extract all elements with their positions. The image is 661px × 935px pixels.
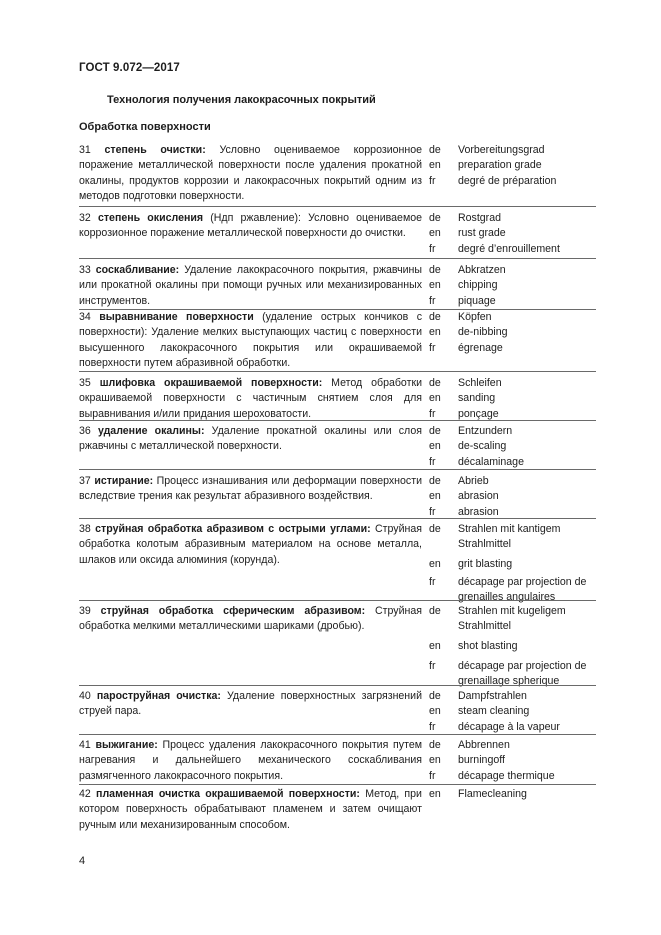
- term-name: шлифовка окрашиваемой поверхности:: [99, 377, 323, 389]
- term-definition: 39 струйная обработка сферическим абразивом: Струйная обработка мелкими металлическими шариками (дробью).: [79, 605, 422, 633]
- term-name: степень очистки:: [104, 144, 206, 156]
- divider: [79, 371, 596, 372]
- term-definition: 42 пламенная очистка окрашиваемой поверхности: Метод, при котором поверхность обрабатывают пламенем и затем очищают ручным или механизированным способом.: [79, 788, 422, 831]
- term-name: выжигание:: [95, 739, 158, 751]
- term-equivalents: de Strahlen mit kantigem Strahlmittel en grit blasting fr décapage par projection de grenailles angulaires: [429, 523, 587, 604]
- term-equivalents: de Vorbereitungsgrad en preparation grade fr degré de préparation: [429, 144, 557, 187]
- term-definition: 34 выравнивание поверхности (удаление острых кончиков с поверхности): Удаление мелких выступающих частиц с поверхности высушенного лакокрасочного покрытия или окрашиваемой поверхности путем абразивной обработки.: [79, 311, 422, 369]
- term-equivalents: de Abbrennen en burningoff fr décapage thermique: [429, 739, 555, 782]
- term-definition: 40 пароструйная очистка: Удаление поверхностных загрязнений струей пара.: [79, 690, 422, 718]
- term-name: пламенная очистка окрашиваемой поверхности:: [96, 788, 360, 800]
- divider: [79, 420, 596, 421]
- term-definition: 33 соскабливание: Удаление лакокрасочного покрытия, ржавчины или прокатной окалины при помощи ручных или механизированных инструментов.: [79, 264, 422, 307]
- term-equivalents: de Schleifen en sanding fr ponçage: [429, 377, 502, 420]
- term-equivalents: de Abkratzen en chipping fr piquage: [429, 264, 506, 307]
- term-equivalents: de Abrieb en abrasion fr abrasion: [429, 475, 499, 518]
- term-name: степень окисления: [97, 212, 204, 224]
- term-name: струйная обработка сферическим абразивом:: [100, 605, 366, 617]
- page-number: 4: [79, 855, 86, 867]
- divider: [79, 600, 596, 601]
- term-definition: 31 степень очистки: Условно оцениваемое коррозионное поражение металлической поверхности после удаления прокатной окалины, продуктов коррозии и лакокрасочных покрытий одним из методов подготовки поверхности.: [79, 144, 422, 202]
- divider: [79, 258, 596, 259]
- term-name: пароструйная очистка:: [96, 690, 221, 702]
- term-definition: 32 степень окисления (Ндп ржавление): Условно оцениваемое коррозионное поражение металлической поверхности до очистки.: [79, 212, 423, 240]
- divider: [79, 518, 596, 519]
- term-definition: 41 выжигание: Процесс удаления лакокрасочного покрытия путем нагревания и дальнейшего механического соскабливания размягченного лакокрасочного покрытия.: [79, 739, 423, 782]
- term-equivalents: de Rostgrad en rust grade fr degré d’enrouillement: [429, 212, 560, 255]
- divider: [79, 469, 596, 470]
- term-equivalents: en Flamecleaning: [429, 788, 527, 800]
- divider: [79, 734, 596, 735]
- term-definition: 38 струйная обработка абразивом с острыми углами: Струйная обработка колотым абразивным материалом на основе металла, шлаков или оксида алюминия (корунда).: [79, 523, 422, 566]
- term-equivalents: de Dampfstrahlen en steam cleaning fr décapage à la vapeur: [429, 690, 560, 733]
- term-name: истирание:: [94, 475, 154, 487]
- section-title: Технология получения лакокрасочных покрытий: [107, 94, 376, 106]
- divider: [79, 206, 596, 207]
- term-equivalents: de Strahlen mit kugeligem Strahlmittel en shot blasting fr décapage par projection de grenaillage spherique: [429, 605, 587, 688]
- term-equivalents: de Entzundern en de-scaling fr décalaminage: [429, 425, 524, 468]
- term-name: соскабливание:: [95, 264, 180, 276]
- term-equivalents: de Köpfen en de-nibbing fr égrenage: [429, 311, 508, 354]
- term-definition: 37 истирание: Процесс изнашивания или деформации поверхности вследствие трения как результат абразивного воздействия.: [79, 475, 422, 503]
- term-name: удаление окалины:: [97, 425, 205, 437]
- term-definition: 35 шлифовка окрашиваемой поверхности: Метод обработки окрашиваемой поверхности с частичным снятием слоя для выравнивания и/или придания шероховатости.: [79, 377, 422, 420]
- subsection-title: Обработка поверхности: [79, 121, 211, 133]
- term-definition: 36 удаление окалины: Удаление прокатной окалины или слоя ржавчины с металлической поверхности.: [79, 425, 422, 453]
- divider: [79, 685, 596, 686]
- term-name: выравнивание поверхности: [99, 311, 254, 323]
- standard-code: ГОСТ 9.072—2017: [79, 62, 180, 74]
- divider: [79, 784, 596, 785]
- term-name: струйная обработка абразивом с острыми углами:: [95, 523, 371, 535]
